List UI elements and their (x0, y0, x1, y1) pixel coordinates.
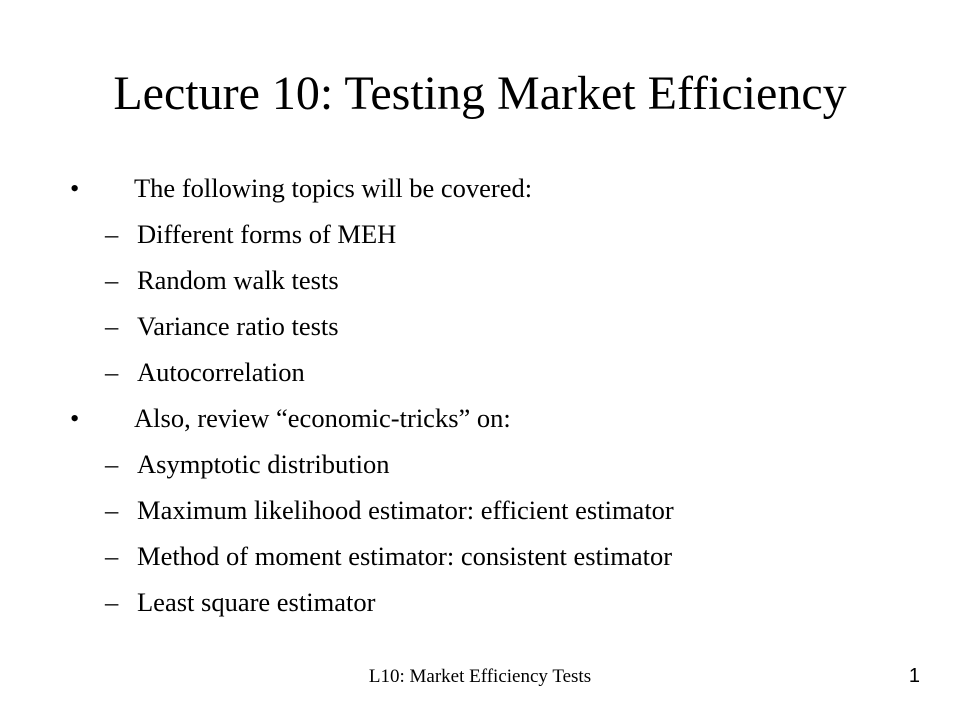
dash-glyph: – (105, 449, 119, 479)
dash-glyph: – (105, 311, 119, 341)
bullet-glyph: • (70, 173, 80, 203)
dash-glyph: – (105, 219, 119, 249)
sub-bullet-text: Variance ratio tests (137, 311, 339, 341)
sub-bullet-text: Least square estimator (137, 587, 376, 617)
slide-title: Lecture 10: Testing Market Efficiency (113, 67, 847, 120)
dash-glyph: – (105, 265, 119, 295)
bullet-text: Also, review “economic-tricks” on: (134, 403, 511, 433)
sub-bullet-text: Random walk tests (137, 265, 339, 295)
sub-bullet-text: Method of moment estimator: consistent estimator (137, 541, 673, 571)
sub-bullet-text: Autocorrelation (137, 357, 305, 387)
dash-glyph: – (105, 587, 119, 617)
sub-bullet-text: Asymptotic distribution (137, 449, 390, 479)
page-number: 1 (908, 665, 920, 687)
slide-footer: L10: Market Efficiency Tests (368, 666, 592, 687)
sub-bullet-text: Different forms of MEH (137, 219, 397, 249)
dash-glyph: – (105, 541, 119, 571)
dash-glyph: – (105, 357, 119, 387)
dash-glyph: – (105, 495, 119, 525)
bullet-glyph: • (70, 403, 80, 433)
sub-bullet-text: Maximum likelihood estimator: efficient estimator (137, 495, 674, 525)
bullet-text: The following topics will be covered: (134, 173, 533, 203)
